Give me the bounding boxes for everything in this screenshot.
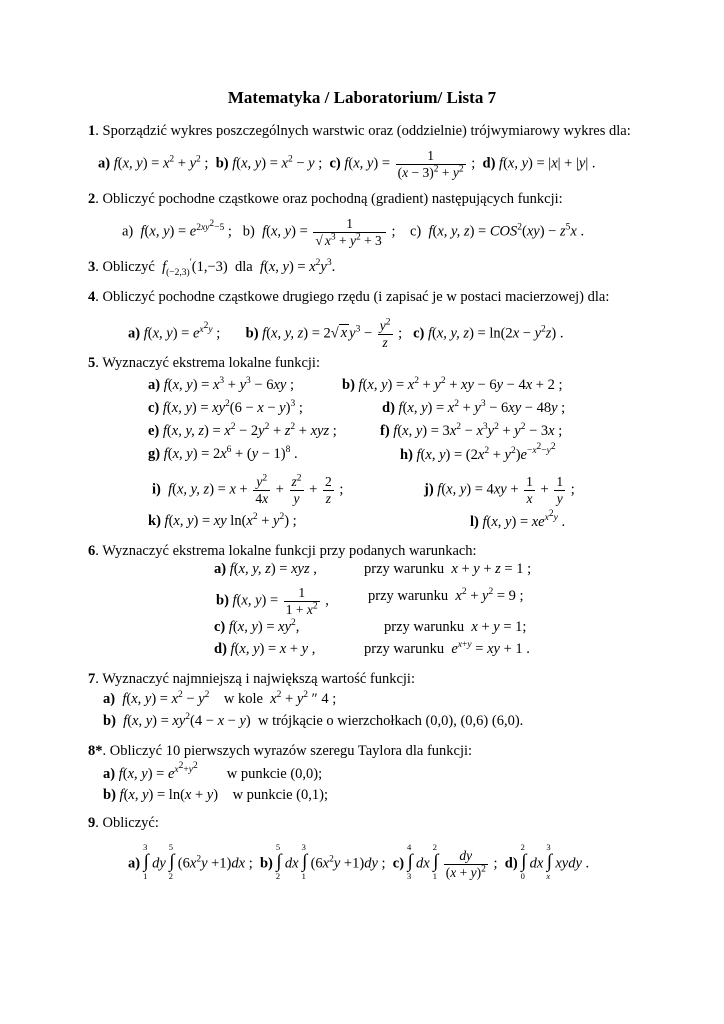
item-6a-condition: przy warunku x + y + z = 1 ;	[364, 561, 532, 577]
item-5l: l) f(x, $y) = xe^{x^2y}$ .	[470, 509, 566, 530]
item-5g: g) f(x, $y) = 2x^6 + (y - 1)^8$ .	[148, 445, 298, 462]
item-6c-condition: przy warunku x + y = 1;	[384, 619, 527, 635]
item-5b: b) f(x, $y) = x^2 + y^2$ + xy − 6y − 4x + 2 ;	[342, 376, 563, 393]
page-title: Matematyka / Laboratorium/ Lista 7	[227, 88, 497, 107]
problem-number: 1	[88, 123, 96, 139]
item-6a: a) f(x, y, z) = xyz ,	[214, 561, 317, 577]
dla-label: dla	[234, 259, 253, 275]
problem-5	[88, 356, 320, 371]
problem-text: . Wyznaczyć najmniejszą i największą wartość funkcji:	[95, 671, 415, 687]
problem-text: . Sporządzić wykres poszczególnych warstwic oraz (oddzielnie) trójwymiarowy wykres dla:	[95, 123, 631, 139]
item-5k: k) f(x, y) = xy $\ln(x^2 + y^2)$ ;	[148, 512, 297, 529]
problem-2	[88, 192, 563, 207]
problem-text: . Obliczyć:	[95, 815, 159, 831]
problem-number: 6	[88, 543, 96, 559]
problem-text: . Wyznaczyć ekstrema lokalne funkcji:	[95, 355, 320, 371]
item-5d: d) f(x, $y) = x^2 + y^3 - 6xy - 48y$ ;	[382, 399, 566, 416]
item-6b: b) f(x, y) = $\frac{1}{1 + x^2}$ ,	[216, 585, 329, 617]
problem-text: . Obliczyć pochodne cząstkowe drugiego rzędu (i zapisać je w postaci macierzowej) dla:	[95, 289, 610, 305]
item-5h: h) f(x, $y) = (2x^2 + y^2)e^{-x^2-y^2}$	[400, 442, 556, 463]
problem-3: 3. Obliczyć $f_{(-2,3)}'(1,-3)$ dla f(x, $y) = x^2y^3$.	[88, 258, 336, 278]
problem-9	[88, 816, 159, 831]
problem-number: 8*	[88, 743, 103, 759]
problem-number: 4	[88, 289, 96, 305]
item-6d-condition: przy warunku $e^{x+y}$ = xy + 1 .	[364, 640, 530, 657]
problem-1-items: a) f(x, $y) = x^2 + y^2$ ; b) f(x, $y) = x^2 - y$ ; c) f(x, y) = $\frac{1}{(x - 3)^2 + y^2}$ ; d) f(x, y) = |x| + |y| .	[98, 148, 596, 180]
problem-number: 2	[88, 191, 96, 207]
problem-4	[88, 290, 609, 305]
item-8b: b) f(x, y) = ln(x + y) w punkcie (0,1);	[103, 787, 328, 803]
problem-7	[88, 672, 415, 687]
problem-4-items: a) f(x, $y) = e^{x^2y}$ ; b) f(x, y, z) = 2√ x $y^3$ − $\frac{y^2}{z}$ ; c) f(x, y, $z) = \ln(2x - y^2z)$ .	[128, 317, 564, 350]
problem-number: 9	[88, 815, 96, 831]
item-5i: i) f(x, y, z) = x + $\frac{y^2}{4x}$ + $\frac{z^2}{y}$ + $\frac{2}{z}$ ;	[152, 473, 344, 506]
item-5f: f) f(x, $y) = 3x^2 - x^3y^2 + y^2 - 3x$ ;	[380, 422, 563, 439]
problem-number: 7	[88, 671, 96, 687]
item-6d: d) f(x, y) = x + y ,	[214, 641, 316, 657]
item-5c: c) f(x, $y) = xy^2(6 - x - y)^3$ ;	[148, 399, 303, 416]
problem-9-items: a) 3 ∫ 1 dy 5 ∫ 2 $(6x^2y +1)dx$ ; b) 5 ∫ 2 dx 3 ∫ 1 $(6x^2y +1)dy$ ; c) 4 ∫ 3 dx 2 ∫ 1 $\frac{dy}{(x + y)^2}$ ; d) 2 ∫ 0 dx 3 ∫ x xydy .	[128, 842, 590, 881]
item-7a: a) f(x, $y) = x^2 - y^2$ w kole $x^2 + y^2$ ″ 4 ;	[103, 690, 337, 707]
problem-8	[88, 744, 472, 759]
item-5e: e) f(x, y, $z) = x^2 - 2y^2 + z^2$ + xyz ;	[148, 422, 337, 439]
item-5a: a) f(x, $y) = x^3 + y^3 - 6xy$ ;	[148, 376, 295, 393]
item-5j: j) f(x, y) = 4xy + $\frac{1}{x}$ + $\frac{1}{y}$ ;	[424, 474, 575, 506]
item-8a: a) f(x, $y) = e^{x^2+y^2}$ w punkcie (0,0);	[103, 761, 323, 782]
problem-text: . Obliczyć 10 pierwszych wyrazów szeregu Taylora dla funkcji:	[102, 743, 473, 759]
problem-2-items: a) f(x, $y) = e^{2xy^2-5}$ ; b) f(x, y) = $\frac{1}{√ x^3 + y^2 + 3}$ ; c) f(x, y, $z) = COS^2(xy) - z^5x$ .	[122, 216, 585, 248]
problem-number: 5	[88, 355, 96, 371]
item-7b: b) f(x, $y) = xy^2(4 - x - y)$ w trójkącie o wierzchołkach (0,0), (0,6) (6,0).	[103, 712, 524, 729]
problem-6	[88, 544, 477, 559]
problem-1	[88, 124, 631, 139]
problem-text: . Wyznaczyć ekstrema lokalne funkcji przy podanych warunkach:	[95, 543, 477, 559]
item-6b-condition: przy warunku $x^2 + y^2 = 9$ ;	[368, 587, 524, 604]
problem-text: . Obliczyć	[95, 259, 155, 275]
item-6c: c) f(x, $y) = xy^2$,	[214, 618, 300, 635]
problem-number: 3	[88, 259, 96, 275]
problem-text: . Obliczyć pochodne cząstkowe oraz pochodną (gradient) następujących funkcji:	[95, 191, 563, 207]
